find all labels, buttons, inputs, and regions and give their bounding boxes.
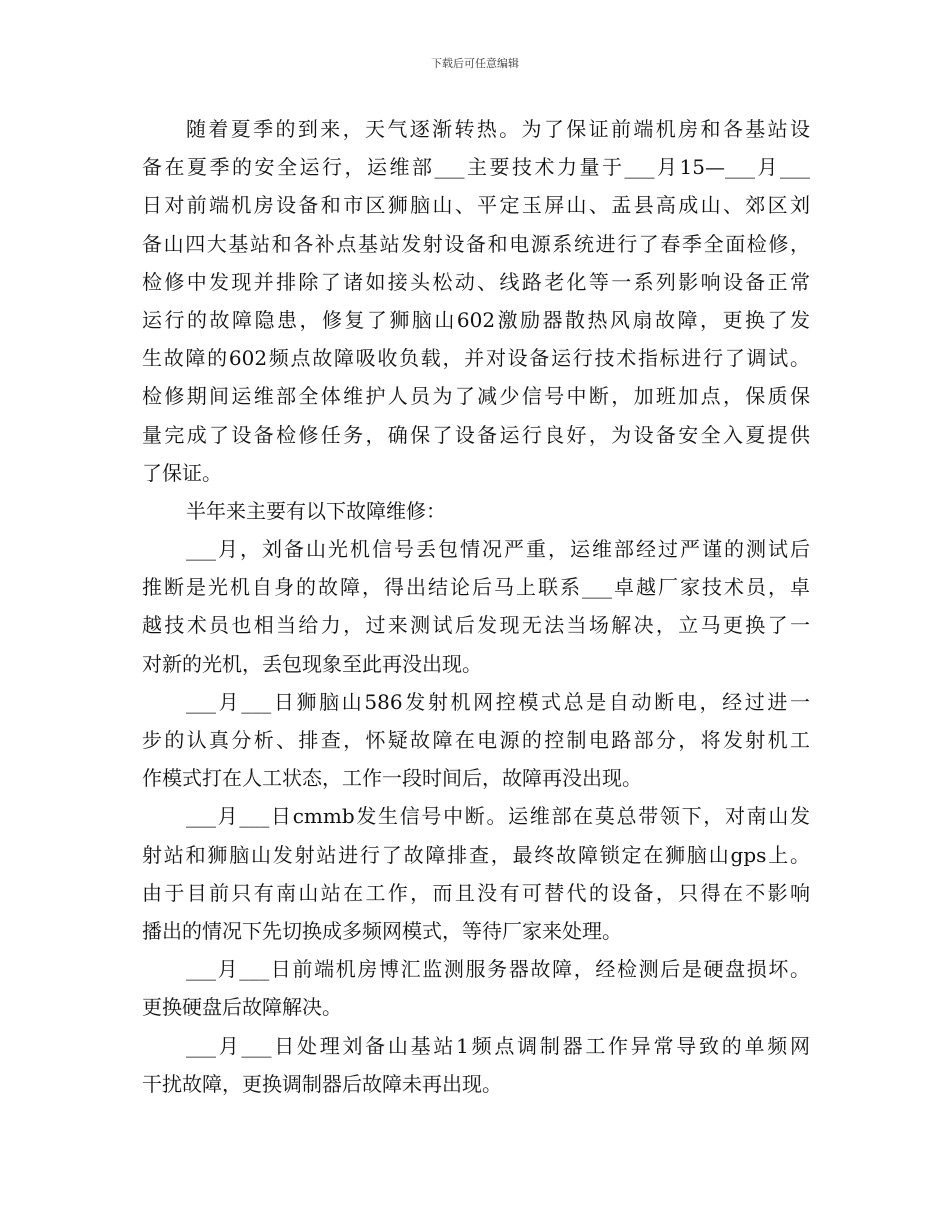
text-line: 射站和狮脑山发射站进行了故障排查，最终故障锁定在狮脑山gps上。: [142, 842, 810, 867]
text-line: 越技术员也相当给力，过来测试后发现无法当场解决，立马更换了一: [142, 613, 810, 638]
text-line: ___月___日狮脑山586发射机网控模式总是自动断电，经过进一: [186, 689, 810, 714]
text-line: 运行的故障隐患，修复了狮脑山602激励器散热风扇故障，更换了发: [142, 307, 810, 332]
text-line: 步的认真分析、排查，怀疑故障在电源的控制电路部分，将发射机工: [142, 728, 810, 752]
text-line: 量完成了设备检修任务，确保了设备运行良好，为设备安全入夏提供: [142, 422, 810, 447]
text-line: ___月___日cmmb发生信号中断。运维部在莫总带领下，对南山发: [186, 804, 810, 829]
text-line: ___月，刘备山光机信号丢包情况严重，运维部经过严谨的测试后: [186, 537, 810, 562]
text-line: ___月___日前端机房博汇监测服务器故障，经检测后是硬盘损坏。: [186, 957, 810, 982]
body-text: [142, 110, 810, 1103]
text-line: 随着夏季的到来，天气逐渐转热。为了保证前端机房和各基站设: [186, 117, 810, 141]
text-line: 备在夏季的安全运行，运维部___主要技术力量于___月15—___月___: [142, 155, 810, 180]
text-line: 推断是光机自身的故障，得出结论后马上联系___卓越厂家技术员，卓: [142, 575, 810, 600]
text-line: 半年来主要有以下故障维修：: [186, 498, 446, 523]
text-line: 检修期间运维部全体维护人员为了减少信号中断，加班加点，保质保: [142, 384, 810, 409]
text-line: 干扰故障，更换调制器后故障未再出现。: [142, 1071, 502, 1096]
text-line: 生故障的602频点故障吸收负载，并对设备运行技术指标进行了调试。: [142, 346, 810, 371]
text-line: 检修中发现并排除了诸如接头松动、线路老化等一系列影响设备正常: [142, 269, 810, 294]
text-line: 了保证。: [142, 460, 222, 485]
text-line: 备山四大基站和各补点基站发射设备和电源系统进行了春季全面检修，: [142, 231, 810, 256]
text-line: 由于目前只有南山站在工作，而且没有可替代的设备，只得在不影响: [142, 880, 810, 905]
text-line: 更换硬盘后故障解决。: [142, 995, 342, 1020]
text-line: ___月___日处理刘备山基站1频点调制器工作异常导致的单频网: [186, 1033, 810, 1058]
text-line: 播出的情况下先切换成多频网模式，等待厂家来处理。: [142, 918, 622, 943]
text-line: 作模式打在人工状态，工作一段时间后，故障再没出现。: [142, 766, 642, 791]
page-header: 下载后可任意编辑: [431, 57, 519, 70]
text-line: 对新的光机，丢包现象至此再没出现。: [142, 651, 482, 676]
text-line: 日对前端机房设备和市区狮脑山、平定玉屏山、盂县高成山、郊区刘: [142, 193, 810, 218]
